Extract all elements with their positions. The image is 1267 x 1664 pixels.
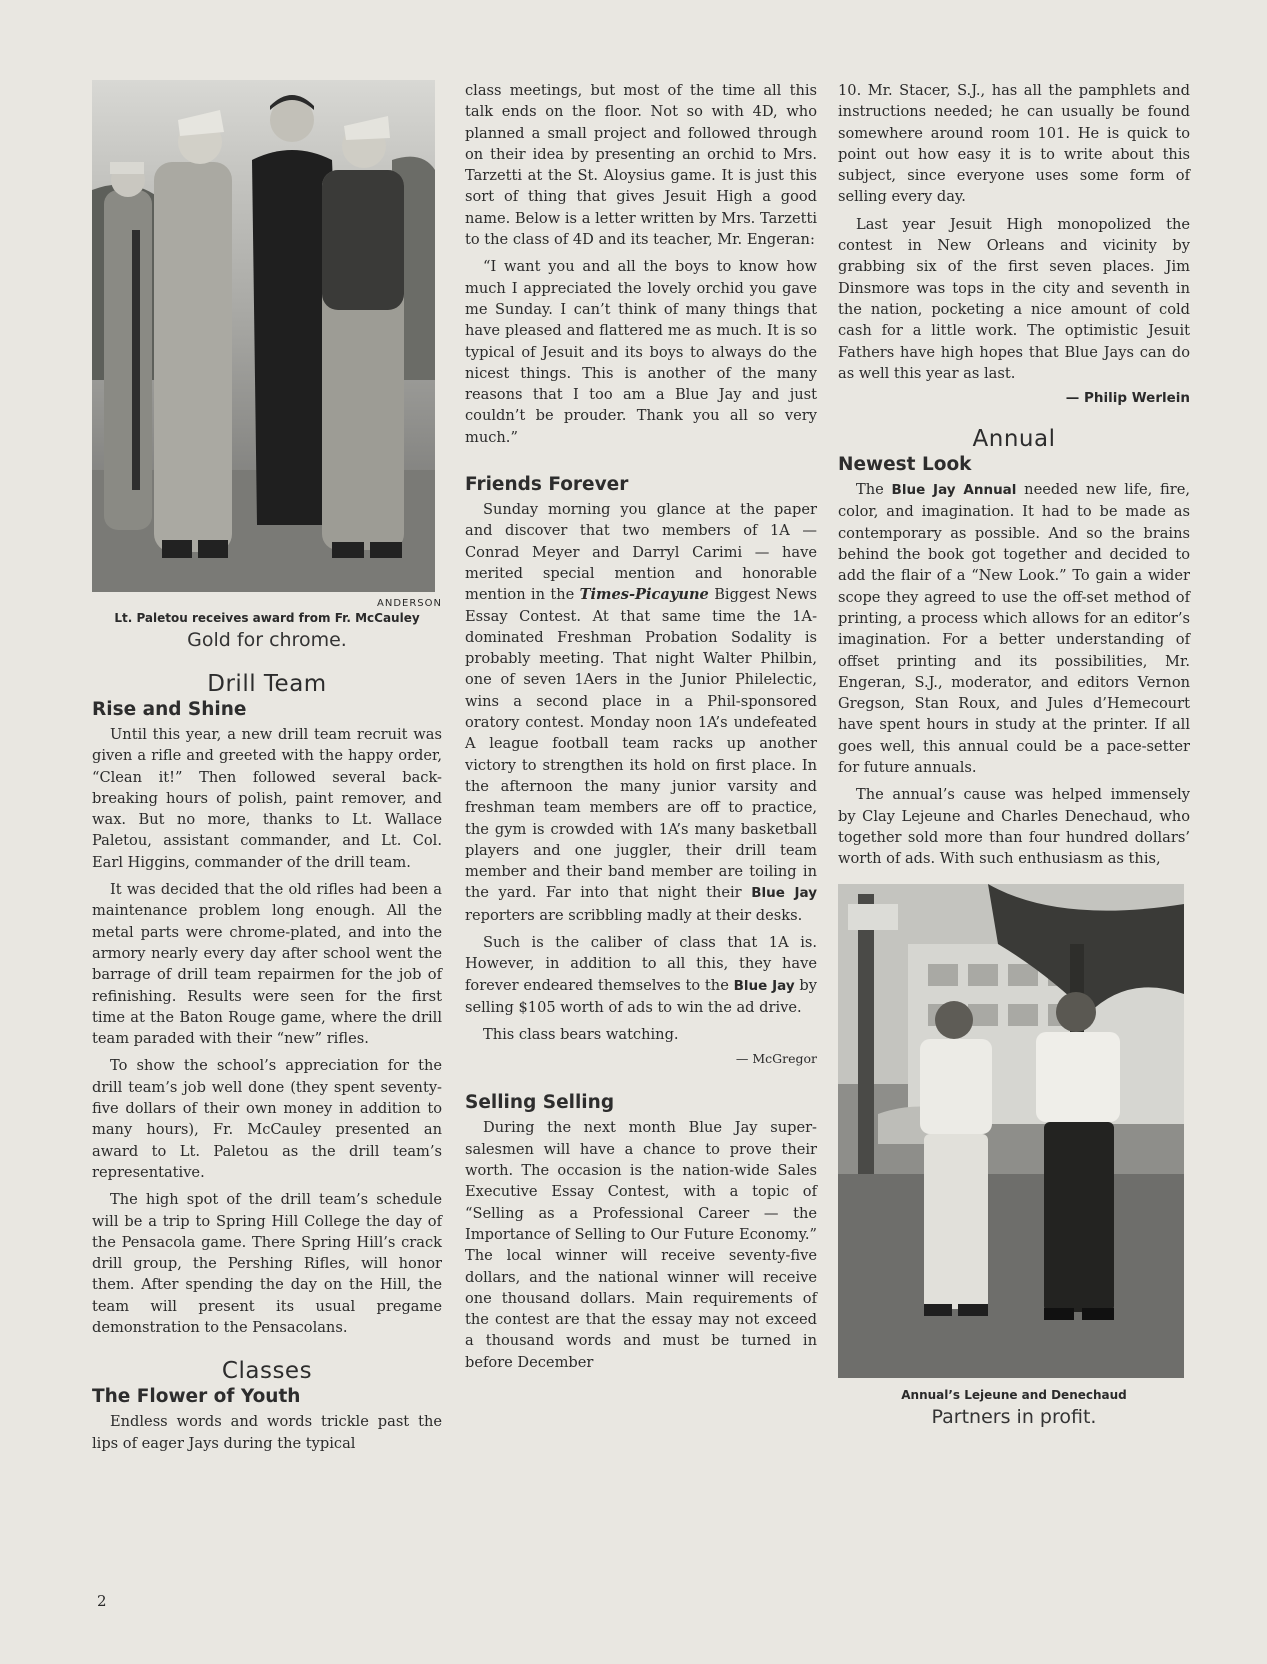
annual-staff-photo — [838, 884, 1184, 1378]
annual-paragraph-1: The Blue Jay Annual needed new life, fire, color, and imagination. It had to be made as contemporary as possible. And so the brains behind the book got together and decided to add the flair of a “New Look.” To gain a wider scope they agreed to use the off-set method of printing, a process which allows for an editor’s imagination. For a better understanding of offset printing and its possibilities, Mr. Engeran, S.J., moderator, and editors Vernon Gregson, Stan Roux, and Jules d’Hemecourt have spent hours in study at the printer. If all goes well, this annual could be a pace-setter for future annuals. — [838, 481, 1190, 777]
article-title-rise-and-shine: Rise and Shine — [92, 699, 247, 720]
selling-paragraph-1-continued: 10. Mr. Stacer, S.J., has all the pamphlets and instructions needed; he can usually be found somewhere around room 101. He is quick to point out how easy it is to write about this subject, since everyone uses some form of selling every day. — [838, 82, 1190, 206]
drill-paragraph-1: Until this year, a new drill team recruit was given a rifle and greeted with the happy order, “Clean it!” Then followed several back-breaking hours of polish, paint remover, and wax. But no more, thanks to Lt. Wallace Paletou, assistant commander, and Lt. Col. Earl Higgins, commander of the drill team. — [92, 726, 442, 871]
drill-team-photo — [92, 80, 435, 592]
column-2 — [465, 80, 817, 1379]
section-heading-drill-team: Drill Team — [207, 671, 327, 697]
annual-photo-tagline: Partners in profit. — [931, 1405, 1097, 1428]
column-1 — [92, 80, 442, 1460]
photo-tagline: Gold for chrome. — [187, 629, 347, 651]
section-heading-classes: Classes — [221, 1358, 313, 1385]
classes-letter-quote: “I want you and all the boys to know how much I appreciated the lovely orchid you gave me Sunday. I can’t think of many things that have pleased and flattered me as much. It is so typical of Jesuit and its boys to always do the nicest things. This is another of the many reasons that I too am a Blue Jay and just couldn’t be prouder. Thank you all so very much.” — [465, 258, 817, 446]
section-heading-annual: Annual — [972, 426, 1056, 453]
drill-paragraph-4: The high spot of the drill team’s schedule will be a trip to Spring Hill College the day of the Pensacola game. There Spring Hill’s crack drill group, the Pershing Rifles, will honor them. After spending the day on the Hill, the team will present its usual pregame demonstration to the Pensacolans. — [92, 1191, 442, 1337]
photo-caption: Lt. Paletou receives award from Fr. McCauley — [114, 611, 420, 625]
page-number: 2 — [97, 1592, 107, 1610]
drill-award-image — [92, 80, 435, 592]
column-3 — [838, 80, 1190, 1428]
annual-partners-image — [838, 884, 1184, 1378]
friends-signature: — McGregor — [735, 1051, 817, 1067]
annual-photo-caption: Annual’s Lejeune and Denechaud — [901, 1387, 1127, 1402]
article-title-flower-of-youth: The Flower of Youth — [92, 1386, 301, 1408]
article-title-selling-selling: Selling Selling — [465, 1092, 615, 1114]
classes-paragraph-1: Endless words and words trickle past the lips of eager Jays during the typical — [92, 1413, 442, 1452]
friends-paragraph-3: This class bears watching. — [483, 1026, 679, 1044]
drill-paragraph-2: It was decided that the old rifles had been a maintenance problem long enough. All the metal parts were chrome-plated, and into the armory nearly every day after school went the barrage of drill team repairmen for the job of refinishing. Results were seen for the first time at the Baton Rouge game, where the drill team paraded with their “new” rifles. — [92, 881, 442, 1048]
article-title-friends-forever: Friends Forever — [465, 474, 629, 496]
classes-paragraph-1-continued: class meetings, but most of the time all this talk ends on the floor. Not so with 4D, who planned a small project and followed through on their idea by presenting an orchid to Mrs. Tarzetti at the St. Aloysius game. It is just this sort of thing that gives Jesuit High a good name. Below is a letter written by Mrs. Tarzetti to the class of 4D and its teacher, Mr. Engeran: — [465, 82, 817, 249]
annual-paragraph-2: The annual’s cause was helped immensely by Clay Lejeune and Charles Denechaud, who together sold more than four hundred dollars’ worth of ads. With such enthusiasm as this, — [838, 786, 1190, 868]
photo-credit: ANDERSON — [377, 598, 442, 609]
drill-paragraph-3: To show the school’s appreciation for the drill team’s job well done (they spent seventy-five dollars of their own money in addition to many hours), Fr. McCauley presented an award to Lt. Paletou as the drill team’s representative. — [92, 1057, 442, 1181]
friends-paragraph-1: Sunday morning you glance at the paper and discover that two members of 1A — Conrad Meyer and Darryl Carimi — have merited special mention and honorable mention in the Times-Picayune Biggest News Essay Contest. At that same time the 1A-dominated Freshman Probation Sodality is probably meeting. That night Walter Philbin, one of seven 1Aers in the Junior Philelectic, wins a second place in a Phil-sponsored oratory contest. Monday noon 1A’s undefeated A league football team racks up another victory to strengthen its hold on first place. In the afternoon the many junior varsity and freshman team members are off to practice, the gym is crowded with 1A’s many basketball players and one juggler, their drill team member and their band member are toiling in the yard. Far into that night their Blue Jay reporters are scribbling madly at their desks. — [465, 501, 817, 924]
selling-signature: — Philip Werlein — [1065, 390, 1190, 407]
selling-paragraph-2: Last year Jesuit High monopolized the contest in New Orleans and vicinity by grabbing six of the first seven places. Jim Dinsmore was tops in the city and seventh in the nation, pocketing a nice amount of cold cash for a little work. The optimistic Jesuit Fathers have high hopes that Blue Jays can do as well this year as last. — [838, 215, 1190, 382]
article-title-newest-look: Newest Look — [838, 454, 972, 476]
friends-paragraph-2: Such is the caliber of class that 1A is. However, in addition to all this, they have forever endeared themselves to the Blue Jay by selling $105 worth of ads to win the ad drive. — [465, 933, 817, 1016]
selling-paragraph-1: During the next month Blue Jay super-salesmen will have a chance to prove their worth. The occasion is the nation-wide Sales Executive Essay Contest, with a topic of “Selling as a Professional Career — the Importance of Selling to Our Future Economy.” The local winner will receive seventy-five dollars, and the national winner will receive one thousand dollars. Main requirements of the contest are that the essay may not exceed a thousand words and must be turned in before December — [465, 1119, 817, 1371]
